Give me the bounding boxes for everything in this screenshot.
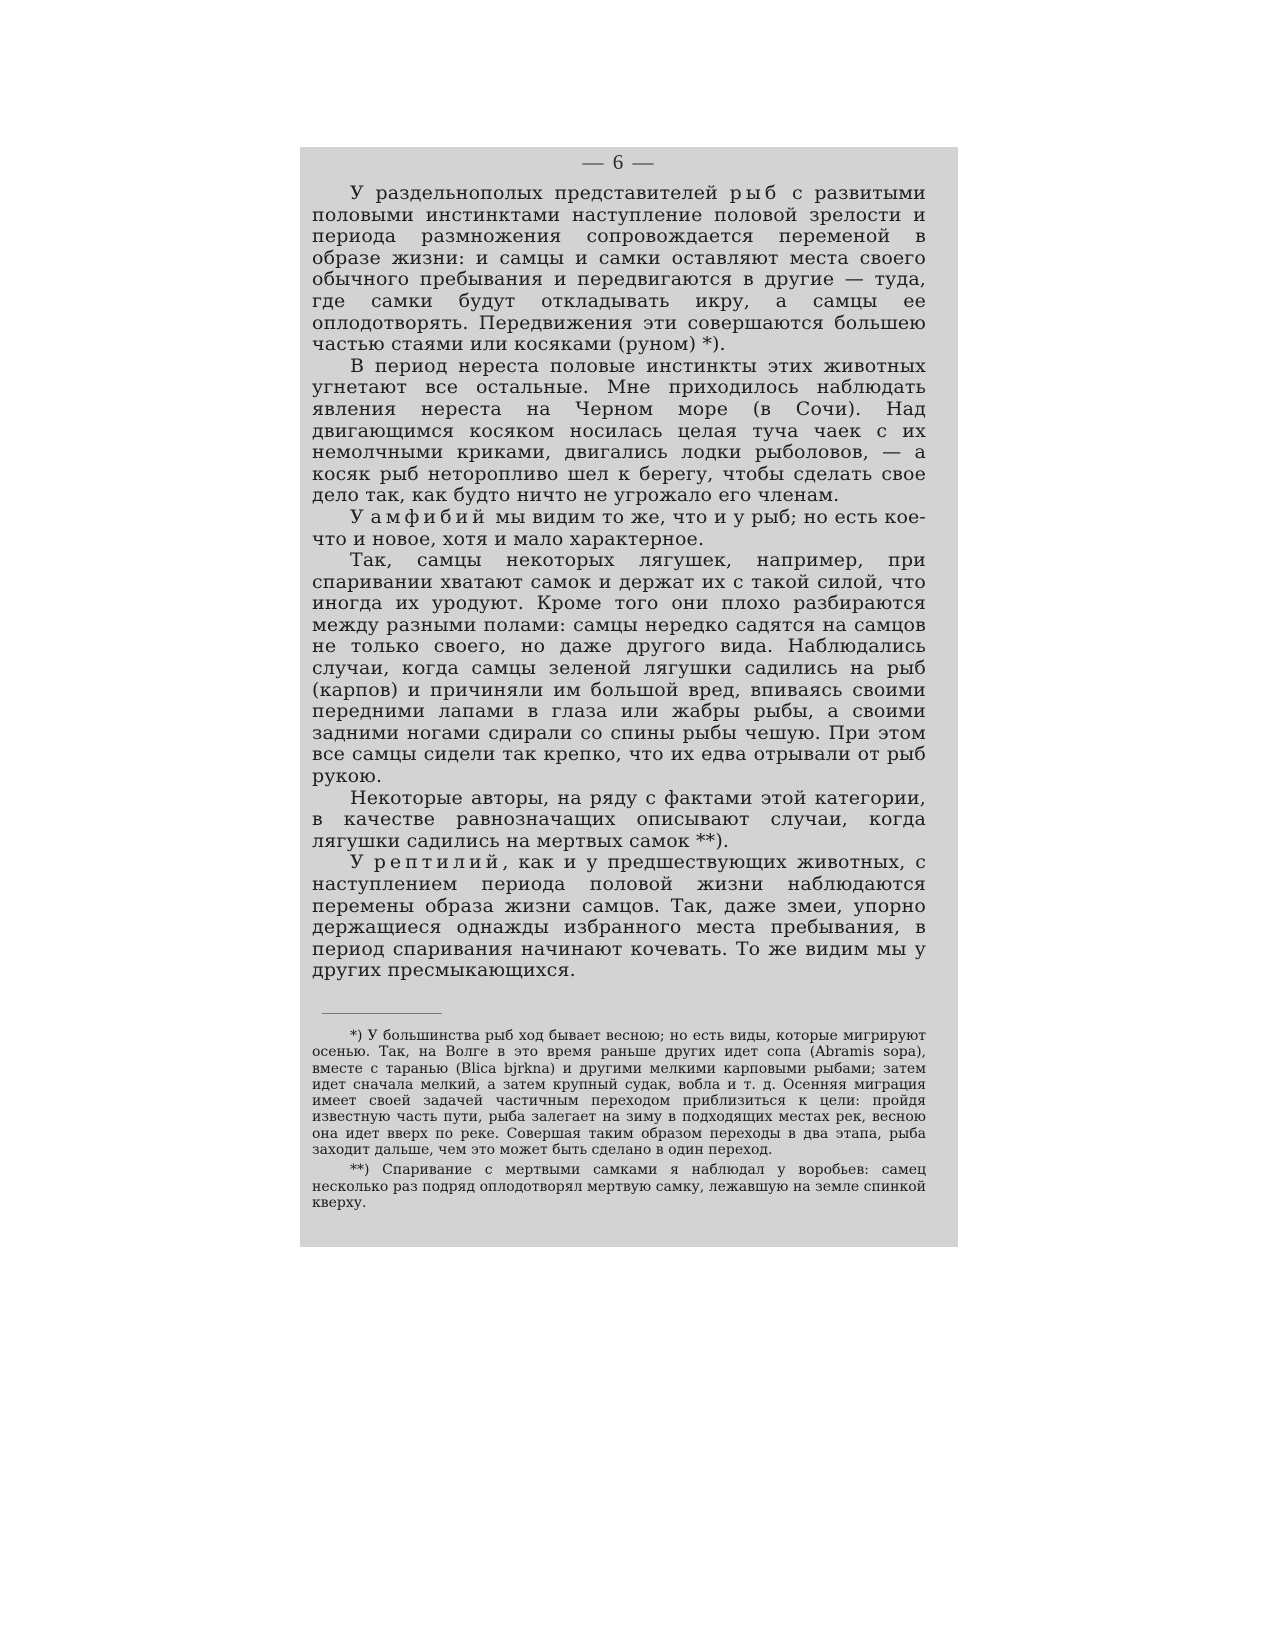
page-number: — 6 — — [582, 150, 656, 174]
paragraph-text: У — [350, 851, 374, 874]
paragraph-text: В период нереста половые инстинкты этих животных угнетают все остальные. Мне приходилось наблюдать явления нереста на Черном море (в Сочи). Над двигающимся косяком носилась целая туча чаек с их немолчными криками, двигались лодки рыболовов, — а косяк рыб неторопливо шел к берегу, чтобы сделать свое дело так, как будто ничто не угрожало его членам. — [312, 354, 926, 507]
footnote: *) У большинства рыб ход бывает весною; но есть виды, которые мигрируют осенью. Так, на Волге в это время раньше других идет сопа (Abramis sopa), вместе с таранью (Blica bjrkna) и другими мелкими карповыми рыбами; затем идет сначала мелкий, а затем крупный судак, вобла и т. д. Осенняя миграция имеет своей задачей частичным переходом приблизиться к цели: пройдя известную часть пути, рыба залегает на зиму в подходящих местах рек, весною она идет вверх по реке. Совершая таким образом переходы в два этапа, рыба заходит дальше, чем это может быть сделано в один переход. — [312, 1027, 926, 1159]
body-text — [312, 183, 926, 982]
paragraph — [312, 788, 926, 853]
emphasized-term: амфибий — [370, 505, 489, 528]
paragraph-text: Так, самцы некоторых лягушек, например, при спаривании хватают самок и держат их с такой силой, что иногда их уродуют. Кроме того они плохо разбираются между разными полами: самцы нередко садятся на самцов не только своего, но даже другого вида. Наблюдались случаи, когда самцы зеленой лягушки садились на рыб (карпов) и причиняли им большой вред, впиваясь своими передними лапами в глаза или жабры рыбы, а своими задними ногами сдирали со спины рыбы чешую. При этом все самцы сидели так крепко, что их едва отрывали от рыб рукою. — [312, 549, 926, 788]
paragraph-text: У — [350, 505, 371, 528]
emphasized-term: рыб — [729, 182, 781, 204]
paragraph — [312, 356, 926, 507]
footnote-divider — [322, 1013, 442, 1014]
paragraph-text: У раздельнополых представителей — [350, 182, 730, 204]
paragraph — [312, 852, 926, 982]
paragraph — [312, 183, 926, 356]
footnotes — [312, 1028, 926, 1211]
scanned-page — [300, 147, 958, 1247]
paragraph-text: мы видим то же, что и у рыб; но есть кое-что и новое, хотя и мало характерное. — [312, 505, 926, 550]
paragraph — [312, 550, 926, 788]
emphasized-term: рептилий — [373, 851, 503, 874]
paragraph-text: , как и у предшествующих животных, с наступлением периода половой жизни наблюдаются перемены образа жизни самцов. Так, даже змеи, упорно держащиеся однажды избранного места пребывания, в период спаривания начинают кочевать. То же видим мы у других пресмыкающихся. — [312, 851, 926, 982]
paragraph-text: с развитыми половыми инстинктами наступление половой зрелости и периода размножения сопровождается переменой в образе жизни: и самцы и самки оставляют места своего обычного пребывания и передвигаются в другие — туда, где самки будут откладывать икру, а самцы ее оплодотворять. Передвижения эти совершаются большею частью стаями или косяками (руном) *). — [312, 182, 926, 356]
paragraph-text: Некоторые авторы, на ряду с фактами этой категории, в качестве равнозначащих описывают случаи, когда лягушки садились на мертвых самок **). — [312, 786, 926, 852]
paragraph — [312, 507, 926, 550]
footnote: **) Спаривание с мертвыми самками я наблюдал у воробьев: самец несколько раз подряд оплодотворял мертвую самку, лежавшую на земле спинкой кверху. — [312, 1162, 926, 1211]
